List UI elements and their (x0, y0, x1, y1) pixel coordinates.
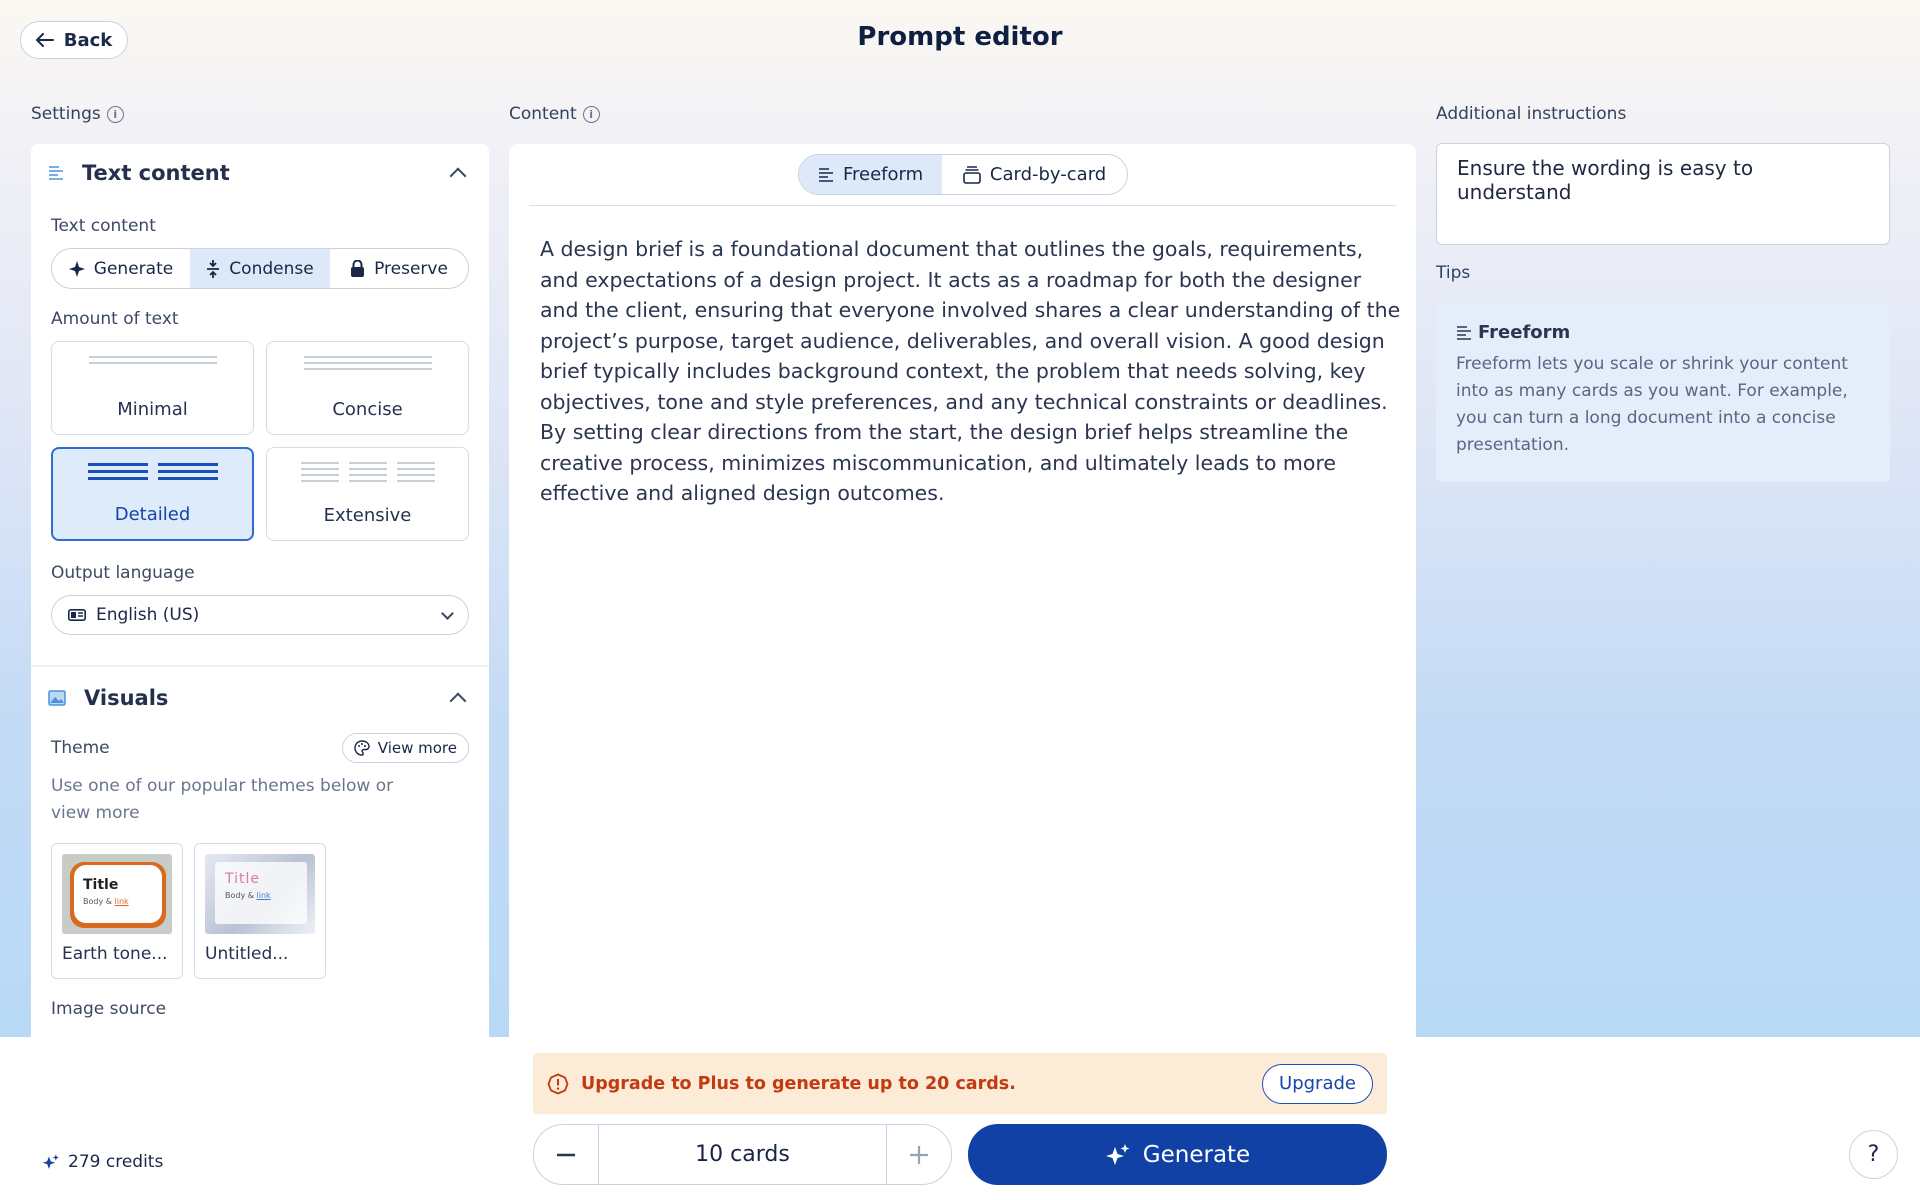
text-content-title: Text content (82, 161, 230, 185)
freeform-tab[interactable] (799, 155, 942, 194)
condense-icon (206, 260, 220, 278)
decrease-cards-button[interactable] (534, 1125, 598, 1184)
amount-of-text-label: Amount of text (51, 309, 179, 329)
text-lines-icon (48, 165, 64, 181)
palette-icon (354, 740, 370, 756)
amount-minimal-label: Minimal (117, 399, 188, 420)
upgrade-button[interactable]: Upgrade (1262, 1064, 1373, 1104)
tips-label: Tips (1436, 263, 1471, 283)
card-count-value[interactable]: 10 cards (598, 1125, 887, 1184)
settings-label-text: Settings (31, 104, 101, 124)
amount-extensive-label: Extensive (323, 505, 412, 526)
freeform-tab-label: Freeform (842, 164, 924, 185)
amount-of-text-options (51, 341, 469, 541)
condense-mode-label: Condense (229, 258, 314, 279)
card-by-card-tab-label: Card-by-card (989, 164, 1107, 185)
text-lines-icon (818, 168, 834, 182)
content-label-text: Content (509, 104, 577, 124)
image-source-label: Image source (51, 999, 167, 1019)
content-panel (509, 144, 1416, 1037)
cards-icon (963, 166, 981, 184)
thumb-link: link (114, 897, 129, 906)
content-divider (529, 205, 1396, 206)
thumb-title: Title (225, 871, 261, 887)
output-language-select[interactable] (51, 595, 469, 635)
theme-hint: Use one of our popular themes below or view more (51, 776, 394, 823)
theme-card-untitled[interactable] (194, 843, 326, 979)
credits-text: 279 credits (68, 1152, 164, 1172)
sparkles-icon (42, 1153, 60, 1171)
content-text-editor[interactable]: A design brief is a foundational document that outlines the goals, requirements, and expectations of a design project. It acts as a roadmap for both the designer and the client, ensuring that everyone involved shares a clear understanding of the project’s purpose, target audience, deliverables, and overall vision. A good design brief typically includes background context, the problem that needs solving, key objectives, tone and style preferences, and any technical constraints or deadlines. By setting clear directions from the start, the design brief helps streamline the creative process, minimizes miscommunication, and ultimately leads to more effective and aligned design outcomes. (540, 237, 1401, 505)
generate-mode-label: Generate (93, 258, 174, 279)
text-content-header[interactable] (31, 144, 489, 202)
amount-extensive-option[interactable] (266, 447, 469, 541)
theme-name: Untitled... (205, 944, 289, 964)
back-label: Back (63, 29, 113, 51)
settings-panel (31, 144, 489, 1037)
sparkle-icon (69, 261, 85, 277)
theme-thumbnail (62, 854, 172, 934)
thumb-body: Body & (225, 891, 257, 900)
tips-title (1456, 322, 1870, 343)
plus-icon (909, 1145, 929, 1165)
warning-icon (547, 1073, 569, 1095)
image-icon (48, 690, 66, 706)
card-by-card-tab[interactable] (942, 155, 1127, 194)
amount-detailed-label: Detailed (114, 504, 191, 525)
tips-card (1436, 302, 1890, 482)
info-icon[interactable]: i (107, 106, 124, 123)
additional-instructions-label: Additional instructions (1436, 104, 1627, 124)
concise-preview (267, 356, 468, 370)
increase-cards-button[interactable] (887, 1125, 951, 1184)
generate-button[interactable] (968, 1124, 1387, 1185)
thumb-link: link (256, 891, 271, 900)
page-title: Prompt editor (857, 22, 1063, 52)
sparkles-icon (1105, 1143, 1131, 1167)
view-more-label: View more (377, 739, 457, 757)
extensive-preview (267, 462, 468, 482)
view-more-themes-button[interactable] (342, 733, 469, 763)
upgrade-message: Upgrade to Plus to generate up to 20 cards. (581, 1073, 1016, 1094)
visuals-header[interactable] (31, 669, 489, 727)
info-icon[interactable]: i (583, 106, 600, 123)
condense-mode-option[interactable] (190, 249, 330, 288)
amount-concise-label: Concise (332, 399, 403, 420)
additional-instructions-input[interactable]: Ensure the wording is easy to understand (1436, 143, 1890, 245)
theme-card-earth-tone[interactable] (51, 843, 183, 979)
theme-label: Theme (51, 738, 110, 758)
theme-row (31, 733, 489, 763)
theme-name: Earth tone... (62, 944, 168, 964)
upgrade-banner (533, 1053, 1387, 1114)
generate-button-label: Generate (1142, 1141, 1251, 1168)
settings-label (31, 104, 124, 124)
text-mode-selector (51, 248, 469, 289)
section-divider (31, 665, 489, 667)
help-button[interactable]: ? (1849, 1130, 1898, 1179)
generate-mode-option[interactable] (52, 249, 190, 288)
output-language-value: English (US) (96, 605, 200, 625)
detailed-preview (53, 463, 252, 480)
amount-concise-option[interactable] (266, 341, 469, 435)
amount-detailed-option[interactable] (51, 447, 254, 541)
visuals-title: Visuals (84, 686, 169, 710)
thumb-body: Body & (83, 897, 115, 906)
lock-icon (350, 260, 365, 277)
content-label (509, 104, 600, 124)
preserve-mode-label: Preserve (374, 258, 448, 279)
thumb-title: Title (83, 877, 119, 893)
chevron-up-icon[interactable] (450, 168, 467, 185)
minus-icon (556, 1153, 576, 1157)
content-mode-toggle (798, 154, 1128, 195)
amount-minimal-option[interactable] (51, 341, 254, 435)
minimal-preview (52, 356, 253, 364)
theme-thumbnail (205, 854, 315, 934)
theme-list (31, 843, 489, 979)
text-content-field-label: Text content (51, 216, 156, 236)
chevron-up-icon[interactable] (450, 693, 467, 710)
chevron-down-icon (441, 607, 454, 620)
tips-title-text: Freeform (1478, 322, 1571, 343)
preserve-mode-option[interactable] (330, 249, 468, 288)
card-count-stepper (533, 1124, 952, 1185)
language-icon (68, 609, 86, 621)
output-language-label: Output language (51, 563, 195, 583)
text-lines-icon (1456, 326, 1472, 340)
tips-body: Freeform lets you scale or shrink your content into as many cards as you want. For example, you can turn a long document into a concise presentation. (1456, 354, 1848, 455)
credits-display[interactable] (42, 1152, 163, 1172)
